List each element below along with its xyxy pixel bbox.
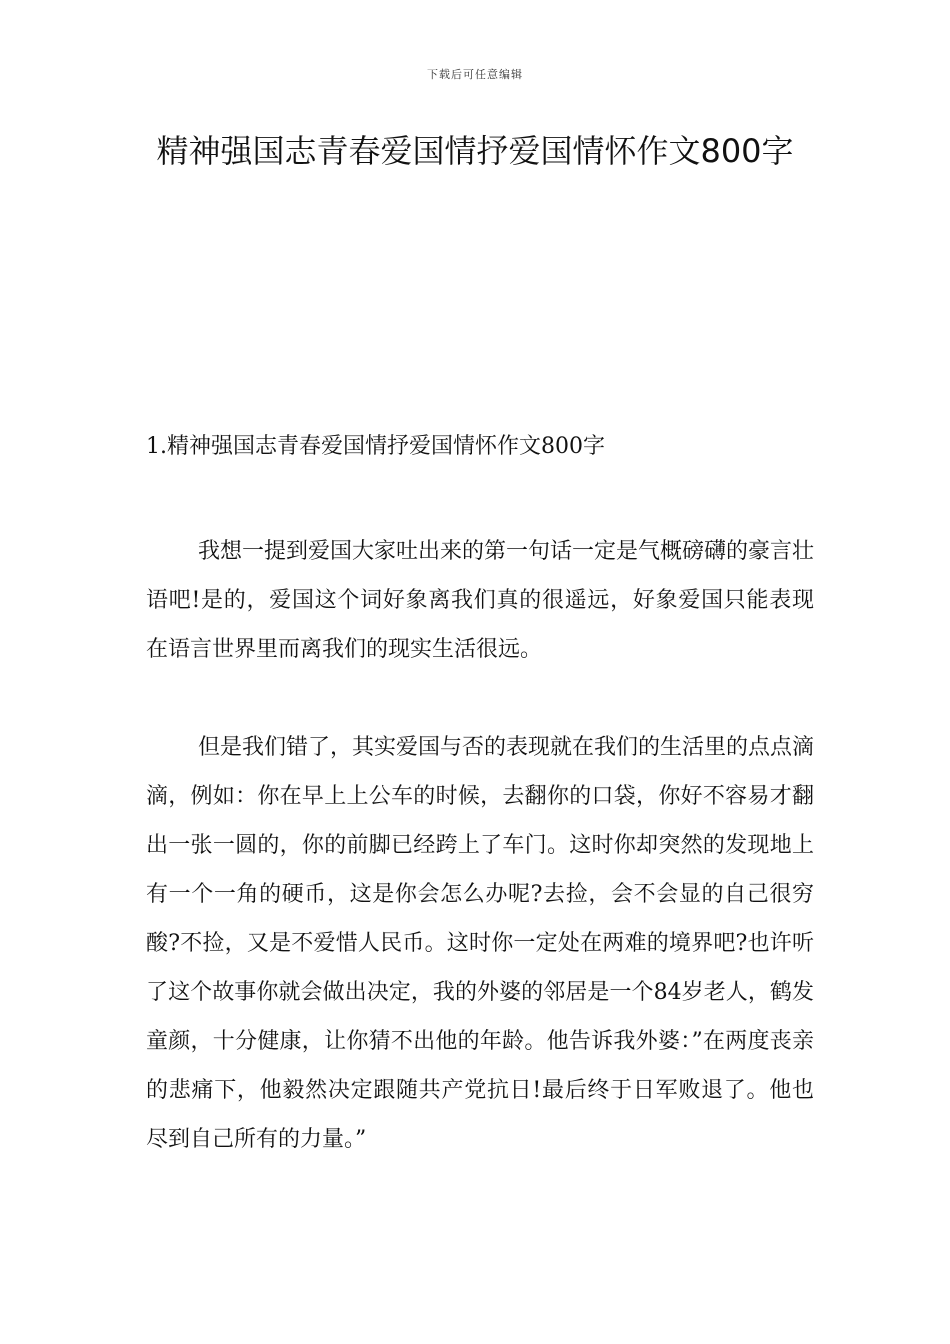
document-title: 精神强国志青春爱国情抒爱国情怀作文800字 <box>156 132 794 170</box>
section-heading: 1.精神强国志青春爱国情抒爱国情怀作文800字 <box>146 434 605 459</box>
paragraph-2: 但是我们错了，其实爱国与否的表现就在我们的生活里的点点滴滴，例如：你在早上上公车的时候，去翻你的口袋，你好不容易才翻出一张一圆的，你的前脚已经跨上了车门。这时你却突然的发现地上有一个一角的硬币，这是你会怎么办呢?去捡，会不会显的自己很穷酸?不捡，又是不爱惜人民币。这时你一定处在两难的境界吧?也许听了这个故事你就会做出决定，我的外婆的邻居是一个84岁老人，鹤发童颜，十分健康，让你猜不出他的年龄。他告诉我外婆：”在两度丧亲的悲痛下，他毅然决定跟随共产党抗日!最后终于日军败退了。他也尽到自己所有的力量。” <box>146 735 815 1152</box>
paragraph-1: 我想一提到爱国大家吐出来的第一句话一定是气概磅礴的豪言壮语吧!是的，爱国这个词好象离我们真的很遥远，好象爱国只能表现在语言世界里而离我们的现实生活很远。 <box>146 539 815 662</box>
header-note: 下载后可任意编辑 <box>427 68 523 81</box>
